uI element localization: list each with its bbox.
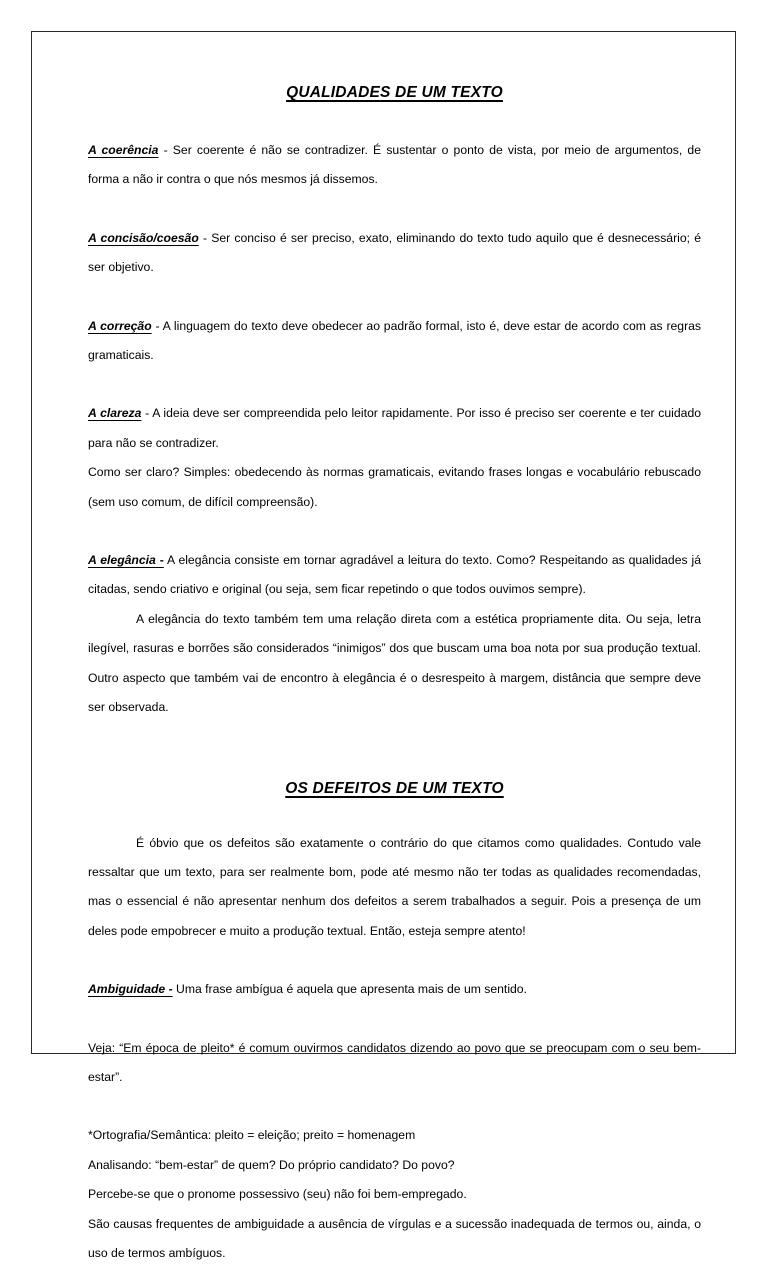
body-clareza: - A ideia deve ser compreendida pelo leitor rapidamente. Por isso é preciso ser coerente e ter cuidado para não se contradizer. — [88, 406, 701, 450]
paragraph-coerencia — [88, 136, 701, 195]
note-percebe-se: Percebe-se que o pronome possessivo (seu) não foi bem-empregado. — [88, 1187, 467, 1202]
body-correcao: - A linguagem do texto deve obedecer ao padrão formal, isto é, deve estar de acordo com as regras gramaticais. — [88, 318, 701, 363]
spacer-6 — [88, 1005, 701, 1034]
paragraph-concisao — [88, 224, 701, 283]
paragraph-example: Veja: “Em época de pleito* é comum ouvirmos candidatos dizendo ao povo que se preocupam com o seu bem-estar”. — [88, 1040, 701, 1084]
spacer-top — [88, 32, 701, 84]
spacer-4 — [88, 517, 701, 546]
paragraph-correcao — [88, 312, 701, 371]
note-causas: São causas frequentes de ambiguidade a ausência de vírgulas e a sucessão inadequada de termos ou, ainda, o uso de termos ambíguos. — [88, 1216, 701, 1260]
lead-clareza: A clareza — [88, 406, 142, 421]
spacer-5 — [88, 946, 701, 975]
paragraph-elegancia-2: A elegância do texto também tem uma relação direta com a estética propriamente dita. Ou seja, letra ilegível, rasuras e borrões são considerados “inimigos” dos que buscam uma boa nota por sua produção textual. Outro aspecto que também vai de encontro à elegância é o desrespeito à margem, distância que sempre deve ser observada. — [88, 611, 701, 715]
lead-concisao: A concisão/coesão — [88, 230, 199, 245]
document-content — [88, 32, 701, 1268]
section-2-title-text: OS DEFEITOS DE UM TEXTO — [285, 779, 504, 797]
spacer-after-title-1 — [88, 102, 701, 136]
lead-correcao: A correção — [88, 318, 152, 333]
note-analisando: Analisando: “bem-estar” de quem? Do próprio candidato? Do povo? — [88, 1157, 455, 1172]
body-coerencia: - Ser coerente é não se contradizer. É sustentar o ponto de vista, por meio de argumentos, de forma a não ir contra o que nós mesmos já dissemos. — [88, 143, 701, 187]
lead-ambiguidade: Ambiguidade - — [88, 982, 173, 997]
paragraph-clareza-extra: Como ser claro? Simples: obedecendo às normas gramaticais, evitando frases longas e vocabulário rebuscado (sem uso comum, de difícil compreensão). — [88, 465, 701, 509]
section-1-title-text: QUALIDADES DE UM TEXTO — [286, 84, 503, 101]
section-1-title — [88, 84, 701, 102]
paragraph-ambiguidade — [88, 975, 701, 1004]
spacer-1 — [88, 195, 701, 224]
body-concisao: - Ser conciso é ser preciso, exato, eliminando do texto tudo aquilo que é desnecessário; é ser objetivo. — [88, 230, 701, 275]
paragraph-defeitos-intro: É óbvio que os defeitos são exatamente o contrário do que citamos como qualidades. Contudo vale ressaltar que um texto, para ser realmente bom, pode até mesmo não ter todas as qualidades recomendadas, mas o essencial é não apresentar nenhum dos defeitos a serem trabalhados a seguir. Pois a presença de um deles pode empobrecer e muito a produção textual. Então, esteja sempre atento! — [88, 835, 701, 938]
section-2-title — [88, 780, 701, 798]
document-page — [31, 31, 736, 1260]
lead-elegancia: A elegância - — [88, 553, 164, 568]
spacer-before-section-2 — [88, 723, 701, 780]
lead-coerencia: A coerência — [88, 143, 159, 157]
note-ortografia: *Ortografia/Semântica: pleito = eleição; preito = homenagem — [88, 1128, 416, 1143]
spacer-3 — [88, 370, 701, 399]
paragraph-elegancia — [88, 546, 701, 605]
body-ambiguidade: Uma frase ambígua é aquela que apresenta mais de um sentido. — [172, 982, 527, 997]
paragraph-clareza — [88, 399, 701, 458]
spacer-2 — [88, 283, 701, 312]
spacer-7 — [88, 1092, 701, 1121]
spacer-after-title-2 — [88, 798, 701, 829]
body-elegancia: A elegância consiste em tornar agradável a leitura do texto. Como? Respeitando as qualidades já citadas, sendo criativo e original (ou seja, sem ficar repetindo o que todos ouvimos sempre). — [88, 553, 701, 597]
